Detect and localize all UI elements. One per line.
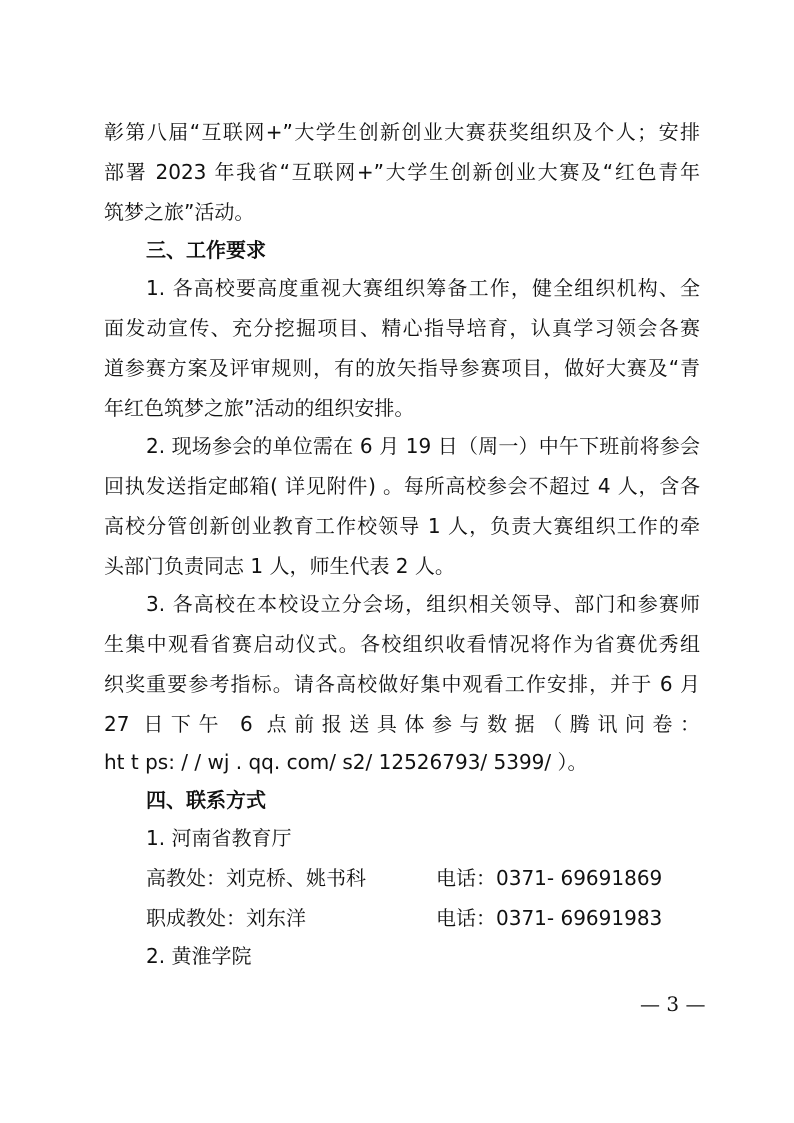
contact-phone: 电话：0371- 69691983 [436,906,663,930]
paragraph-line: 彰第八届“互联网+”大学生创新创业大赛获奖组织及个人；安排 [104,120,700,144]
item-2-line: 2. 现场参会的单位需在 6 月 19 日（周一）中午下班前将参会 [146,434,700,458]
item-1-line: 年红色筑梦之旅”活动的组织安排。 [104,396,415,420]
item-1-line: 面发动宣传、充分挖掘项目、精心指导培育，认真学习领会各赛 [104,316,700,340]
survey-url-line: ht t ps: / / wj . qq. com/ s2/ 12526793/ 5399/ ）。 [104,750,588,774]
item-3-line: 27 日下午 6 点前报送具体参与数据（腾讯问卷： [104,712,700,736]
section-heading-contact: 四、联系方式 [146,788,266,812]
item-2-line: 头部门负责同志 1 人，师生代表 2 人。 [104,554,455,578]
paragraph-line: 筑梦之旅”活动。 [104,200,255,224]
item-1-line: 道参赛方案及评审规则，有的放矢指导参赛项目，做好大赛及“青 [104,356,700,380]
item-2-line: 高校分管创新创业教育工作校领导 1 人，负责大赛组织工作的牵 [104,514,700,538]
item-3-line: 织奖重要参考指标。请各高校做好集中观看工作安排，并于 6 月 [104,672,700,696]
page-number: — 3 — [640,992,706,1016]
item-2-line: 回执发送指定邮箱( 详见附件) 。每所高校参会不超过 4 人，含各 [104,474,700,498]
item-1-line: 1. 各高校要高度重视大赛组织筹备工作，健全组织机构、全 [146,276,700,300]
item-3-line: 生集中观看省赛启动仪式。各校组织收看情况将作为省赛优秀组 [104,632,700,656]
item-3-line: 3. 各高校在本校设立分会场，组织相关领导、部门和参赛师 [146,592,700,616]
contact-org-title: 1. 河南省教育厅 [146,826,292,850]
contact-org-title: 2. 黄淮学院 [146,944,252,968]
contact-name: 高教处：刘克桥、姚书科 [146,866,366,890]
contact-phone: 电话：0371- 69691869 [436,866,663,890]
section-heading-work-requirements: 三、工作要求 [146,238,266,262]
contact-name: 职成教处：刘东洋 [146,906,306,930]
paragraph-line: 部署 2023 年我省“互联网+”大学生创新创业大赛及“红色青年 [104,160,700,184]
